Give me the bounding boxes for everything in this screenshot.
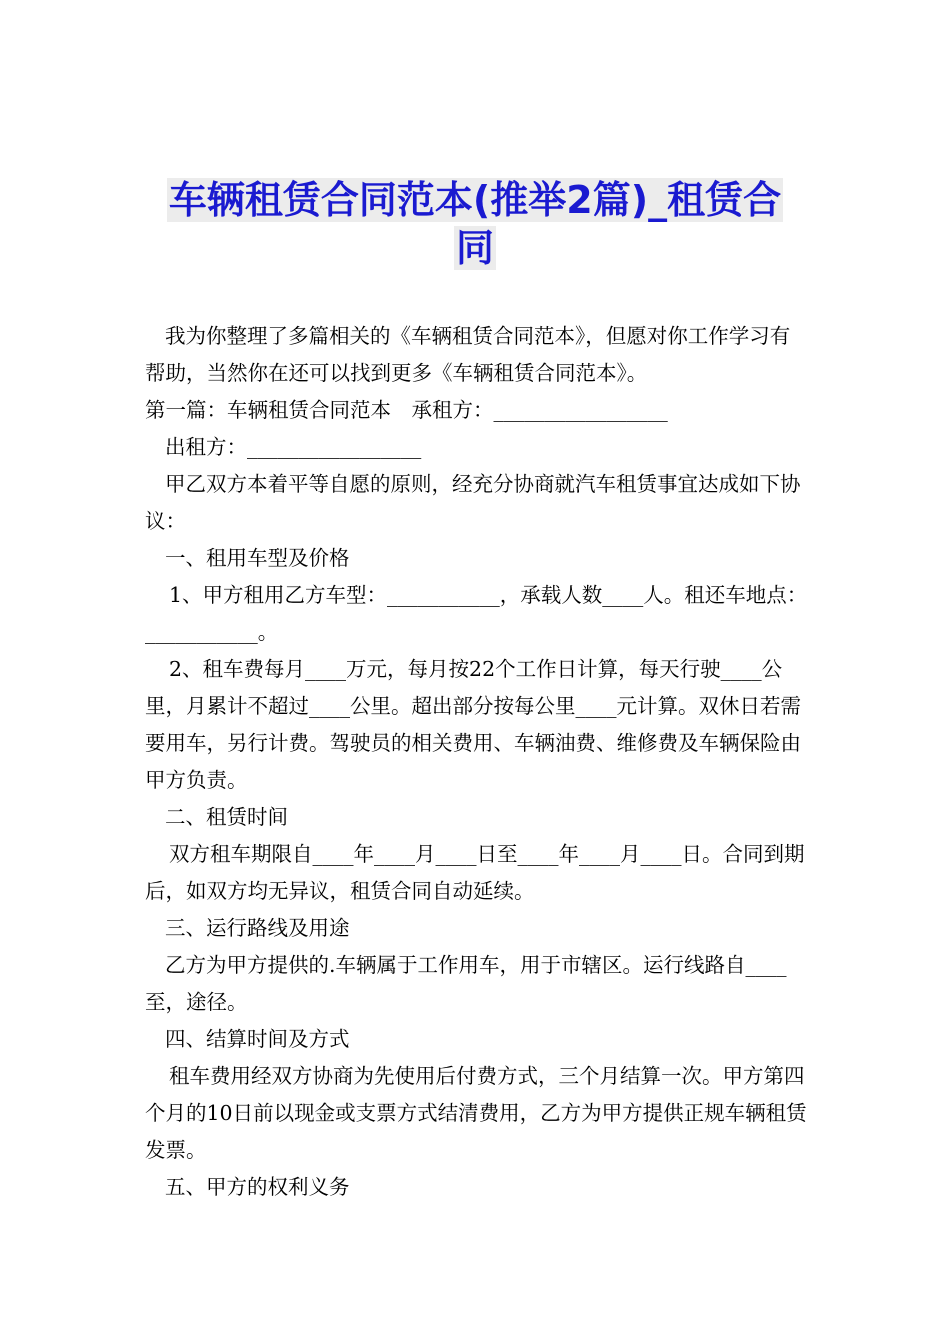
clause-heading-3: 三、运行路线及用途 <box>165 916 350 940</box>
clause-heading-1: 一、租用车型及价格 <box>165 546 350 570</box>
clause-heading-5: 五、甲方的权利义务 <box>165 1175 350 1199</box>
clause-3-text: 乙方为甲方提供的.车辆属于工作用车，用于市辖区。运行线路自____至，途径。 <box>145 953 787 1014</box>
lessor-line: 出租方：_________________ <box>165 435 422 459</box>
clause-1-item-2: 2、租车费每月____万元，每月按22个工作日计算，每天行驶____公里，月累计不超过____公里。超出部分按每公里____元计算。双休日若需要用车，另行计费。驾驶员的相关费用、车辆油费、维修费及车辆保险由甲方负责。 <box>145 657 801 792</box>
title-block <box>158 176 792 272</box>
section-heading-first: 第一篇：车辆租赁合同范本 承租方：_________________ <box>145 398 668 422</box>
intro-paragraph: 我为你整理了多篇相关的《车辆租赁合同范本》，但愿对你工作学习有帮助，当然你在还可以找到更多《车辆租赁合同范本》。 <box>145 324 791 385</box>
clause-heading-2: 二、租赁时间 <box>165 805 288 829</box>
agreement-paragraph: 甲乙双方本着平等自愿的原则，经充分协商就汽车租赁事宜达成如下协议： <box>145 472 801 533</box>
clause-1-item-1: 1、甲方租用乙方车型：___________，承载人数____人。租还车地点：___________。 <box>145 583 808 644</box>
clause-heading-4: 四、结算时间及方式 <box>165 1027 350 1051</box>
clause-4-text: 租车费用经双方协商为先使用后付费方式，三个月结算一次。甲方第四个月的10日前以现金或支票方式结清费用，乙方为甲方提供正规车辆租赁发票。 <box>145 1064 807 1162</box>
document-title: 车辆租赁合同范本(推举2篇)_租赁合同 <box>168 178 782 270</box>
document-body <box>145 318 810 1206</box>
clause-2-text: 双方租车期限自____年____月____日至____年____月____日。合同到期后，如双方均无异议，租赁合同自动延续。 <box>145 842 805 903</box>
